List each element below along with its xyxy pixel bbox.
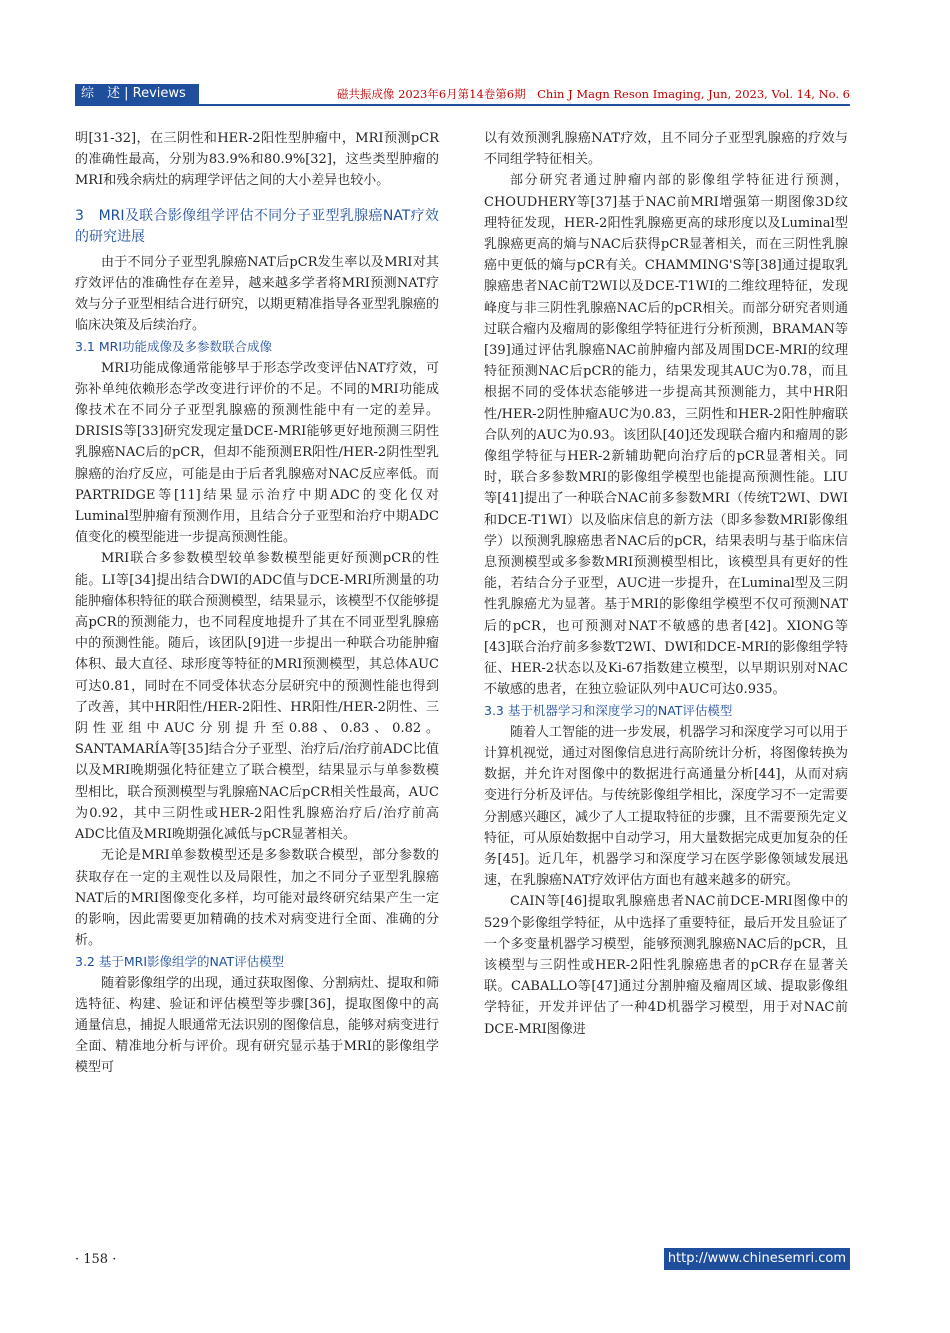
- left-column: [75, 128, 439, 1079]
- page-header: [75, 84, 850, 106]
- paragraph: 以有效预测乳腺癌NAT疗效，且不同分子亚型乳腺癌的疗效与不同组学特征相关。: [484, 131, 848, 168]
- paragraph: MRI功能成像通常能够早于形态学改变评估NAT疗效，可弥补单纯依赖形态学改变进行评价的不足。不同的MRI功能成像技术在不同分子亚型乳腺癌的预测性能中有一定的差异。DRISIS等[33]研究发现定量DCE-MRI能够更好地预测三阴性乳腺癌NAC后的pCR，但却不能预测ER阳性/HER-2阴性型乳腺癌的治疗反应，可能是由于后者乳腺癌对NAC反应率低。而PARTRIDGE等[11]结果显示治疗中期ADC的变化仅对Luminal型肿瘤有预测作用，且结合分子亚型和治疗中期ADC值变化的模型能进一步提高预测性能。: [75, 360, 439, 546]
- subsection-heading: 3.1 MRI功能成像及多参数联合成像: [75, 339, 273, 355]
- paragraph: 明[31-32]，在三阴性和HER-2阳性型肿瘤中，MRI预测pCR的准确性最高，分别为83.9%和80.9%[32]，这些类型肿瘤的MRI和残余病灶的病理学评估之间的大小差异也较小。: [75, 131, 439, 189]
- journal-citation: 磁共振成像 2023年6月第14卷第6期 Chin J Magn Reson Imaging, Jun, 2023, Vol. 14, No. 6: [336, 87, 850, 101]
- paragraph: MRI联合多参数模型较单参数模型能更好预测pCR的性能。LI等[34]提出结合DWI的ADC值与DCE-MRI所测量的功能肿瘤体积特征的联合预测模型，结果显示，该模型不仅能够提高pCR的预测能力，也不同程度地提升了其在不同亚型乳腺癌中的预测性能。随后，该团队[9]进一步提出一种联合功能肿瘤体积、最大直径、球形度等特征的MRI预测模型，其总体AUC可达0.81，同时在不同受体状态分层研究中的预测性能也得到了改善，其中HR阳性/HER-2阳性、HR阳性/HER-2阴性、三阴性亚组中AUC分别提升至0.88、0.83、0.82。SANTAMARÍA等[35]结合分子亚型、治疗后/治疗前ADC比值以及MRI晚期强化特征建立了联合模型，结果显示与单参数模型相比，联合预测模型与乳腺癌NAC后pCR相关性最高，AUC为0.92，其中三阴性或HER-2阳性乳腺癌治疗后/治疗前高ADC比值及MRI晚期强化减低与pCR显著相关。: [75, 551, 440, 843]
- paragraph: CAIN等[46]提取乳腺癌患者NAC前DCE-MRI图像中的529个影像组学特征，从中选择了重要特征，最后开发且验证了一个多变量机器学习模型，能够预测乳腺癌NAC后的pCR，且该模型与三阴性或HER-2阳性乳腺癌患者的pCR存在显著关联。CABALLO等[47]通过分割肿瘤及瘤周区域、提取影像组学特征，开发并评估了一种4D机器学习模型，用于对NAC前DCE-MRI图像进: [484, 894, 848, 1037]
- section-badge: 综 述 | Reviews: [75, 84, 199, 104]
- section-heading: 3 MRI及联合影像组学评估不同分子亚型乳腺癌NAT疗效的研究进展: [75, 207, 439, 245]
- subsection-heading: 3.2 基于MRI影像组学的NAT评估模型: [75, 954, 285, 970]
- right-column: [484, 128, 848, 1040]
- subsection-heading: 3.3 基于机器学习和深度学习的NAT评估模型: [484, 703, 733, 719]
- paragraph: 随着人工智能的进一步发展，机器学习和深度学习可以用于计算机视觉，通过对图像信息进行高阶统计分析，将图像转换为数据，并允许对图像中的数据进行高通量分析[44]，从而对病变进行分析及评估。与传统影像组学相比，深度学习不一定需要分割感兴趣区，减少了人工提取特征的步骤，且不需要预先定义特征，可从原始数据中自动学习，用大量数据完成更加复杂的任务[45]。近几年，机器学习和深度学习在医学影像领域发展迅速，在乳腺癌NAT疗效评估方面也有越来越多的研究。: [484, 724, 849, 889]
- paragraph: 无论是MRI单参数模型还是多参数联合模型，部分参数的获取存在一定的主观性以及局限性，加之不同分子亚型乳腺癌NAT后的MRI图像变化多样，均可能对最终研究结果产生一定的影响，因此需要更加精确的技术对病变进行全面、准确的分析。: [75, 848, 439, 949]
- paragraph: 随着影像组学的出现，通过获取图像、分割病灶、提取和筛选特征、构建、验证和评估模型等步骤[36]，提取图像中的高通量信息，捕捉人眼通常无法识别的图像信息，能够对病变进行全面、精准地分析与评价。现有研究显示基于MRI的影像组学模型可: [75, 975, 440, 1076]
- paragraph: 部分研究者通过肿瘤内部的影像组学特征进行预测，CHOUDHERY等[37]基于NAC前MRI增强第一期图像3D纹理特征发现，HER-2阳性乳腺癌更高的球形度以及Luminal型乳腺癌更高的熵与NAC后获得pCR显著相关，而在三阴性乳腺癌中更低的熵与pCR有关。CHAMMING'S等[38]通过提取乳腺癌患者NAC前T2WI以及DCE-T1WI的二维纹理特征，发现峰度与非三阴性乳腺癌NAC后的pCR相关。而部分研究者则通过联合瘤内及瘤周的影像组学特征进行分析预测，BRAMAN等[39]通过评估乳腺癌NAC前肿瘤内部及周围DCE-MRI的纹理特征预测NAC后pCR的能力，结果发现其AUC为0.78，而且根据不同的受体状态能够进一步提高其预测能力，其中HR阳性/HER-2阴性肿瘤AUC为0.83，三阴性和HER-2阳性肿瘤联合队列的AUC为0.93。该团队[40]还发现联合瘤内和瘤周的影像组学特征与HER-2新辅助靶向治疗后的pCR显著相关。同时，联合多参数MRI的影像组学模型也能提高预测性能。LIU等[41]提出了一种联合NAC前多参数MRI（传统T2WI、DWI和DCE-T1WI）以及临床信息的新方法（即多参数MRI影像组学）以预测乳腺癌患者NAC后的pCR，结果表明与基于临床信息预测模型或多参数MRI预测模型相比，该模型具有更好的性能，若结合分子亚型，AUC进一步提升，在Luminal型及三阴性乳腺癌尤为显著。基于MRI的影像组学模型不仅可预测NAT后的pCR，也可预测对NAT不敏感的患者[42]。XIONG等[43]联合治疗前多参数T2WI、DWI和DCE-MRI的影像组学特征、HER-2状态以及Ki-67指数建立模型，以早期识别对NAC不敏感的患者，在独立验证队列中AUC可达0.935。: [484, 173, 848, 698]
- page-number: · 158 ·: [75, 1252, 117, 1267]
- paragraph: 由于不同分子亚型乳腺癌NAT后pCR发生率以及MRI对其疗效评估的准确性存在差异，越来越多学者将MRI预测NAT疗效与分子亚型相结合进行研究，以期更精准指导各亚型乳腺癌的临床决策及后续治疗。: [75, 254, 440, 334]
- journal-url-link[interactable]: http://www.chinesemri.com: [664, 1248, 850, 1270]
